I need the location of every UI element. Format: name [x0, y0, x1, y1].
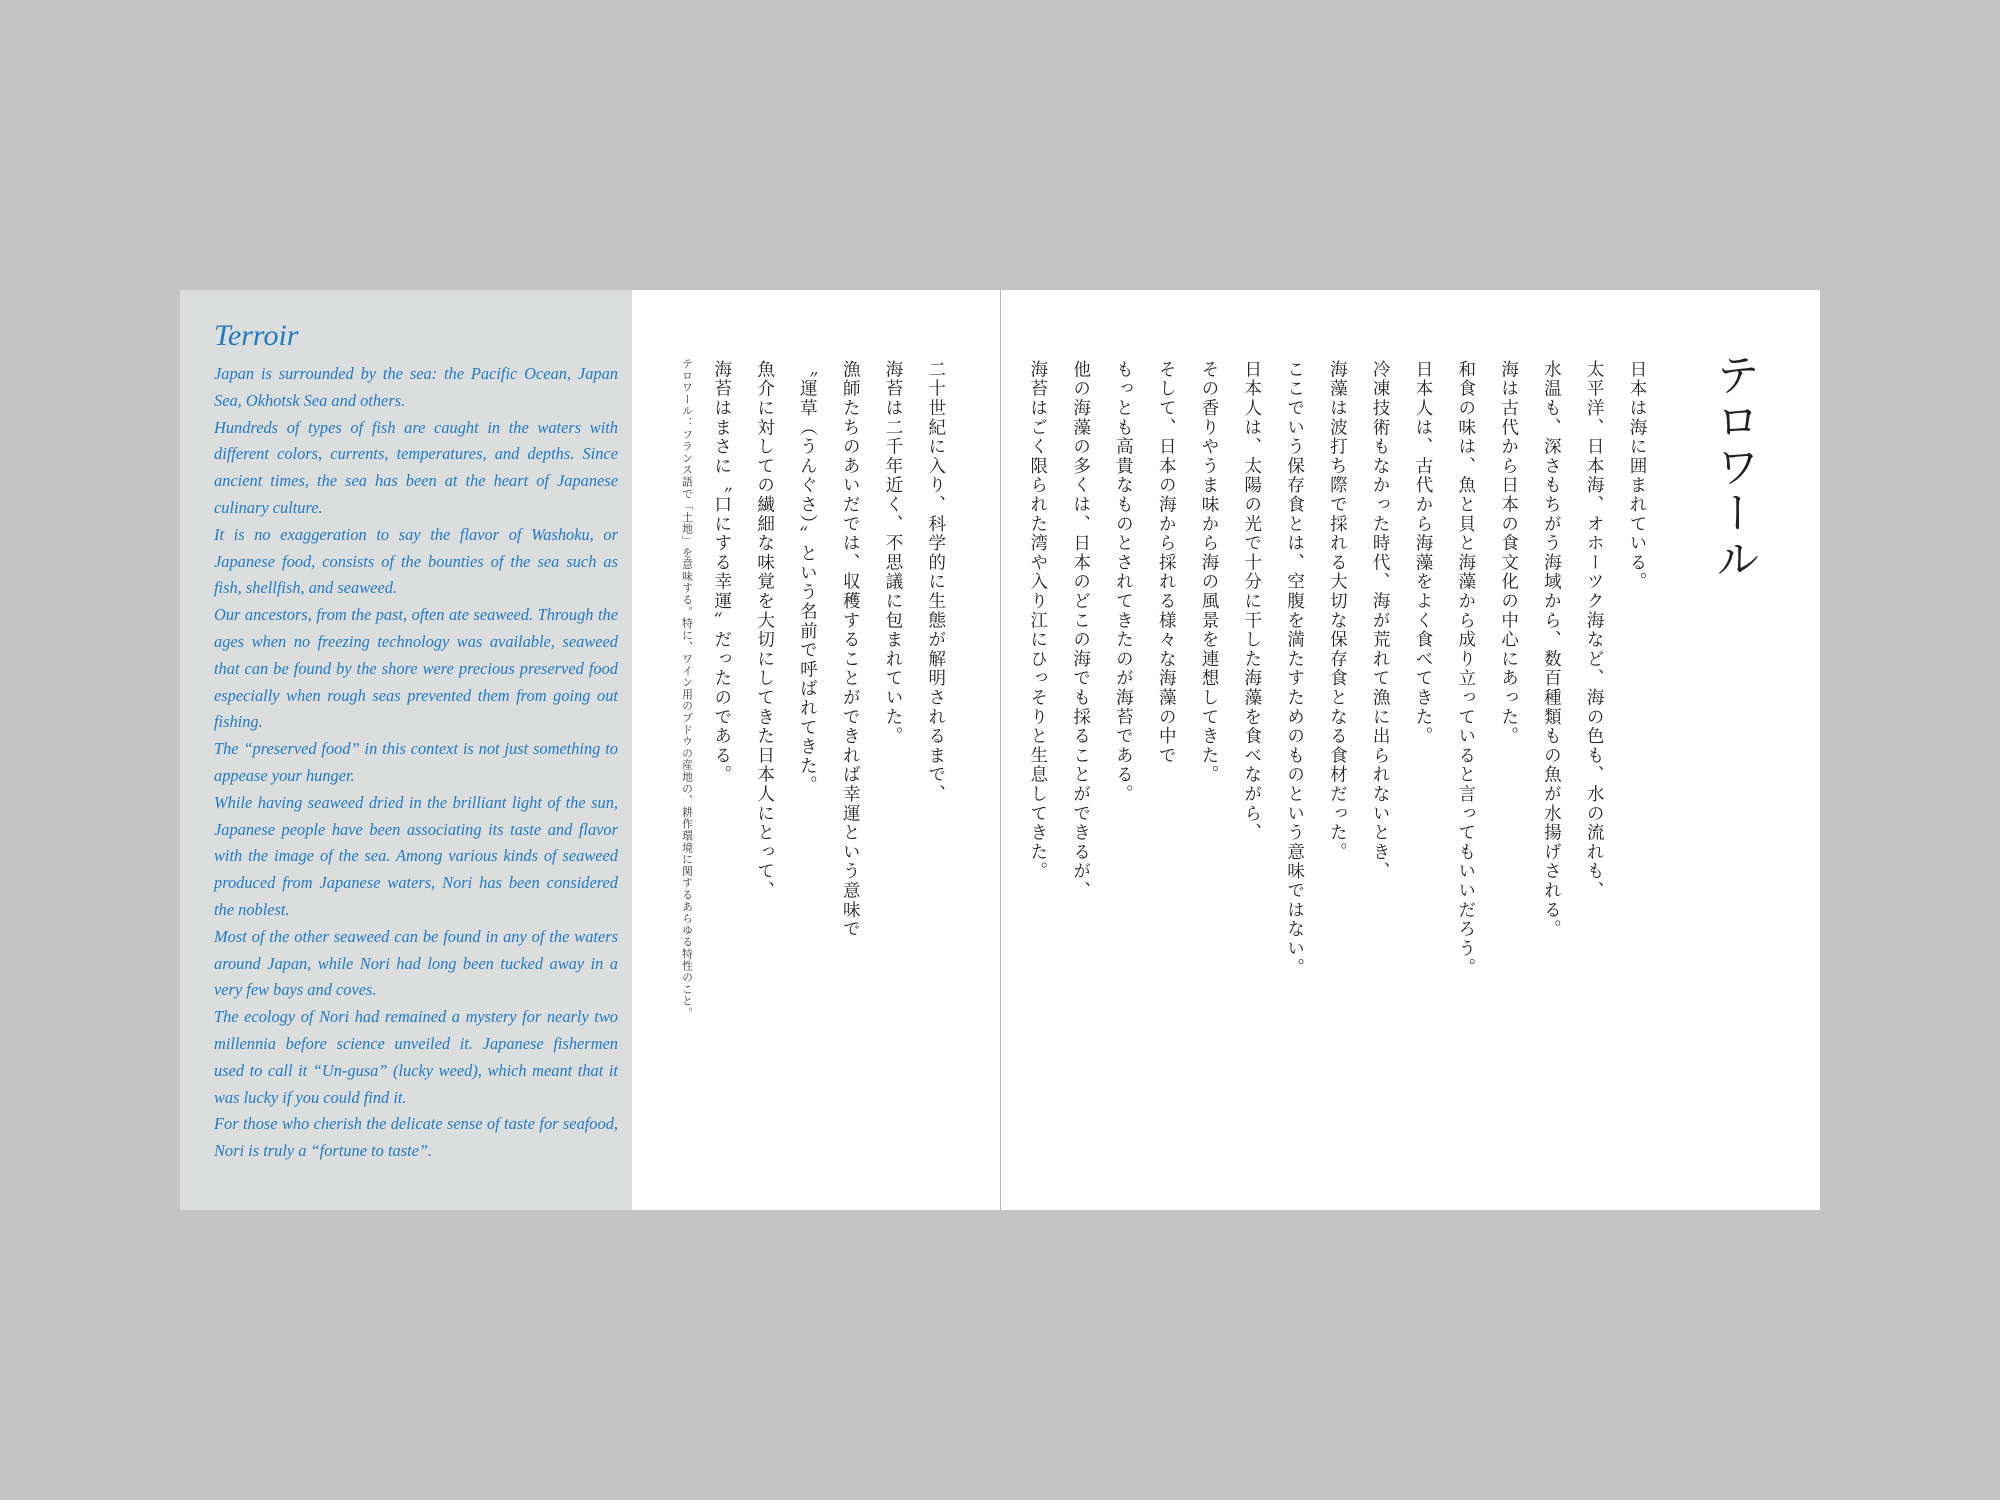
japanese-line: ここでいう保存食とは、空腹を満たすためのものという意味ではない。	[1284, 360, 1305, 978]
japanese-line: 水温も、深さもちがう海域から、数百種類もの魚が水揚げされる。	[1541, 360, 1562, 939]
english-paragraph: Hundreds of types of fish are caught in the waters with different colors, currents, temperatures, and depths. Since ancient times, the sea has been at the heart of Japanese culinary culture.	[214, 417, 618, 517]
english-paragraph: Most of the other seaweed can be found in any of the waters around Japan, while Nori had long been tucked away in a very few bays and coves.	[214, 926, 618, 1000]
english-paragraph: The ecology of Nori had remained a mystery for nearly two millennia before science unveiled it. Japanese fishermen used to call it “Un-gusa” (lucky weed), which meant that it was lucky if you could find it.	[214, 1007, 618, 1107]
japanese-body-right	[1016, 360, 1658, 1100]
japanese-line: 二十世紀に入り、科学的に生態が解明されるまで、	[925, 360, 946, 804]
english-text-panel	[180, 290, 632, 1210]
english-title: Terroir	[214, 319, 299, 352]
english-paragraph: The “preserved food” in this context is not just something to appease your hunger.	[214, 739, 618, 785]
japanese-line: 海は古代から日本の食文化の中心にあった。	[1498, 360, 1519, 746]
japanese-line: 日本は海に囲まれている。	[1626, 360, 1647, 592]
japanese-line: 和食の味は、魚と貝と海藻から成り立っていると言ってもいいだろう。	[1455, 360, 1476, 978]
japanese-line: もっとも高貴なものとされてきたのが海苔である。	[1113, 360, 1134, 804]
japanese-line: 海苔はごく限られた湾や入り江にひっそりと生息してきた。	[1027, 360, 1048, 882]
japanese-line: 他の海藻の多くは、日本のどこの海でも採ることができるが、	[1070, 360, 1091, 901]
japanese-title: テロワール	[1708, 352, 1759, 582]
page-gutter-divider	[1000, 290, 1001, 1210]
japanese-line: 海苔は二千年近く、不思議に包まれていた。	[882, 360, 903, 746]
japanese-footnote: テロワール：フランス語で「土地」を意味する。特に、ワイン用のブドウの産地の、耕作環境に関するあらゆる特性のこと。	[681, 358, 694, 1019]
japanese-body-left	[700, 360, 957, 1100]
japanese-line: そして、日本の海から採れる様々な海藻の中で	[1156, 360, 1177, 766]
brochure-spread	[180, 290, 1820, 1210]
japanese-line: 魚介に対しての繊細な味覚を大切にしてきた日本人にとって、	[754, 360, 775, 901]
japanese-line: 冷凍技術もなかった時代、海が荒れて漁に出られないとき、	[1370, 360, 1391, 882]
japanese-line: 漁師たちのあいだでは、収穫することができれば幸運という意味で	[840, 360, 861, 939]
english-paragraph: Japan is surrounded by the sea: the Pacific Ocean, Japan Sea, Okhotsk Sea and others.	[214, 364, 618, 410]
japanese-line: その香りやうま味から海の風景を連想してきた。	[1198, 360, 1219, 785]
english-paragraph: Our ancestors, from the past, often ate seaweed. Through the ages when no freezing technology was available, seaweed that can be found by the shore were precious preserved food especially when rough seas prevented them from going out fishing.	[214, 605, 618, 732]
japanese-line: 〝運草（うんぐさ）〟という名前で呼ばれてきた。	[797, 360, 818, 796]
japanese-line: 日本人は、太陽の光で十分に干した海藻を食べながら、	[1241, 360, 1262, 843]
japanese-line: 太平洋、日本海、オホーツク海など、海の色も、水の流れも、	[1584, 360, 1605, 901]
english-paragraph: For those who cherish the delicate sense of taste for seafood, Nori is truly a “fortune to taste”.	[214, 1114, 618, 1161]
english-paragraph: It is no exaggeration to say the flavor of Washoku, or Japanese food, consists of the bounties of the sea such as fish, shellfish, and seaweed.	[214, 524, 618, 598]
japanese-line: 海苔はまさに〝口にする幸運〟だったのである。	[711, 360, 732, 785]
japanese-line: 海藻は波打ち際で採れる大切な保存食となる食材だった。	[1327, 360, 1348, 862]
english-paragraph: While having seaweed dried in the brilliant light of the sun, Japanese people have been associating its taste and flavor with the image of the sea. Among various kinds of seaweed produced from Japanese waters, Nori has been considered the noblest.	[214, 792, 618, 919]
japanese-line: 日本人は、古代から海藻をよく食べてきた。	[1412, 360, 1433, 746]
